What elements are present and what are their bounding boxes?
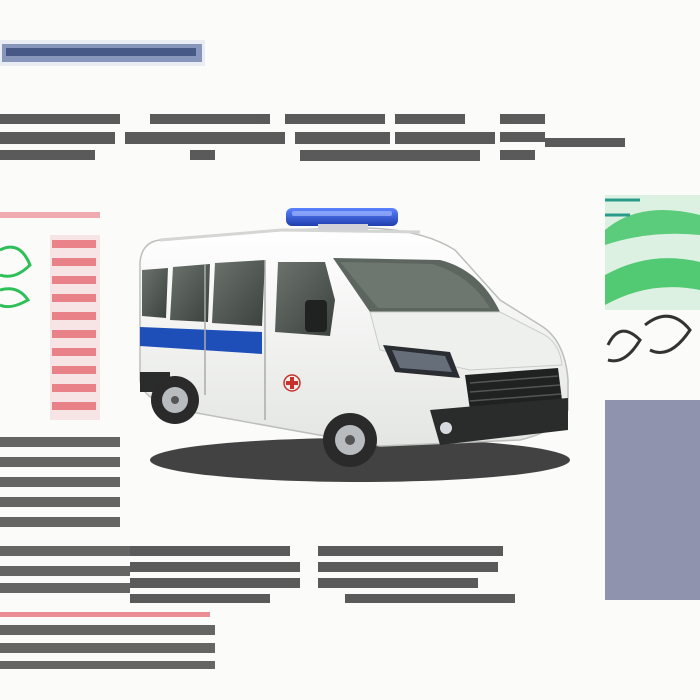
light-bar: [286, 208, 398, 230]
pink-script-column: [0, 212, 100, 420]
scrambled-text-bottom: [130, 546, 515, 603]
blurred-title-band: [0, 40, 205, 66]
green-script-left: [0, 247, 30, 307]
front-wheel: [323, 413, 377, 467]
scrambled-text-right-column: [605, 400, 700, 600]
ornate-glyph-right: [608, 316, 690, 361]
red-cross-icon: [284, 375, 300, 391]
rear-wheel: [151, 376, 199, 424]
scrambled-text-block-top: [0, 114, 625, 161]
ambulance-van: [140, 208, 568, 467]
green-script-right: [605, 195, 700, 310]
